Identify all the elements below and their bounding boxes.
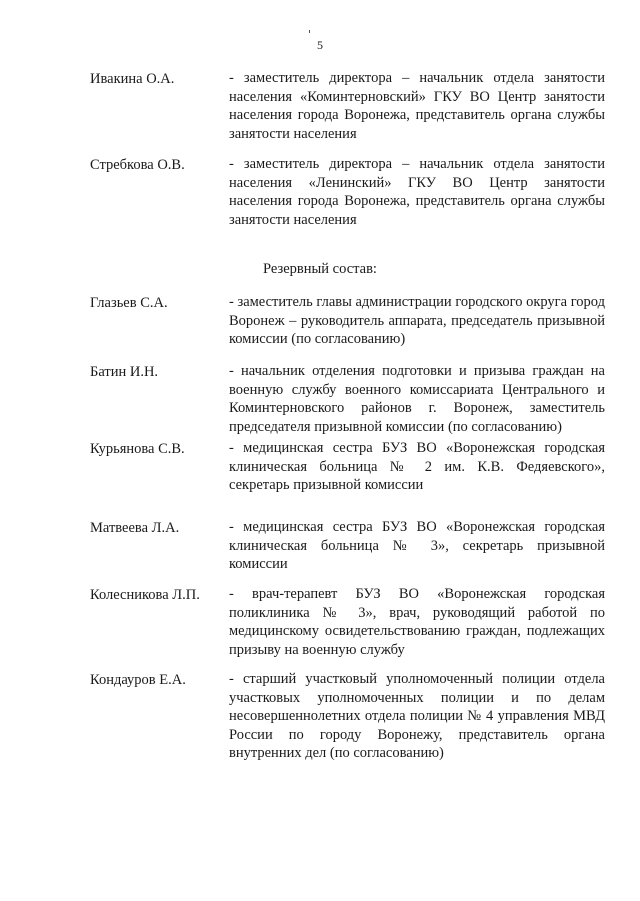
member-name: Ивакина О.А. — [90, 71, 175, 87]
member-name: Колесникова Л.П. — [90, 587, 200, 603]
member-description: - начальник отделения подготовки и призыва граждан на военную службу военного комиссариата Центрального и Коминтерновского районов г. Воронеж, заместитель председателя призывной комиссии (по согласованию) — [229, 363, 605, 435]
member-name: Стребкова О.В. — [90, 157, 185, 173]
scan-speck — [309, 30, 310, 33]
reserve-heading: Резервный состав: — [263, 261, 377, 277]
member-name: Курьянова С.В. — [90, 441, 185, 457]
member-description: - врач-терапевт БУЗ ВО «Воронежская городская поликлиника № 3», врач, руководящий работой по медицинскому освидетельствованию граждан, подлежащих призыву на военную службу — [229, 586, 605, 658]
page-number: 5 — [317, 38, 323, 52]
member-description: - заместитель главы администрации городского округа город Воронеж – руководитель аппарата, председатель призывной комиссии (по согласованию) — [229, 294, 605, 347]
member-name: Матвеева Л.А. — [90, 520, 180, 536]
member-description: - медицинская сестра БУЗ ВО «Воронежская городская клиническая больница № 3», секретарь призывной комиссии — [229, 519, 605, 572]
member-description: - заместитель директора – начальник отдела занятости населения «Ленинский» ГКУ ВО Центр занятости населения города Воронежа, представитель органа службы занятости населения — [229, 156, 605, 228]
member-name: Глазьев С.А. — [90, 295, 168, 311]
member-name: Кондауров Е.А. — [90, 672, 186, 688]
member-description: - старший участковый уполномоченный полиции отдела участковых уполномоченных полиции и по делам несовершеннолетних отдела полиции № 4 управления МВД России по городу Воронежу, представитель органа внутренних дел (по согласованию) — [229, 671, 605, 761]
member-description: - медицинская сестра БУЗ ВО «Воронежская городская клиническая больница № 2 им. К.В. Федяевского», секретарь призывной комиссии — [229, 440, 605, 493]
member-name: Батин И.Н. — [90, 364, 159, 380]
member-description: - заместитель директора – начальник отдела занятости населения «Коминтерновский» ГКУ ВО Центр занятости населения города Воронежа, представитель органа службы занятости населения — [229, 70, 605, 142]
